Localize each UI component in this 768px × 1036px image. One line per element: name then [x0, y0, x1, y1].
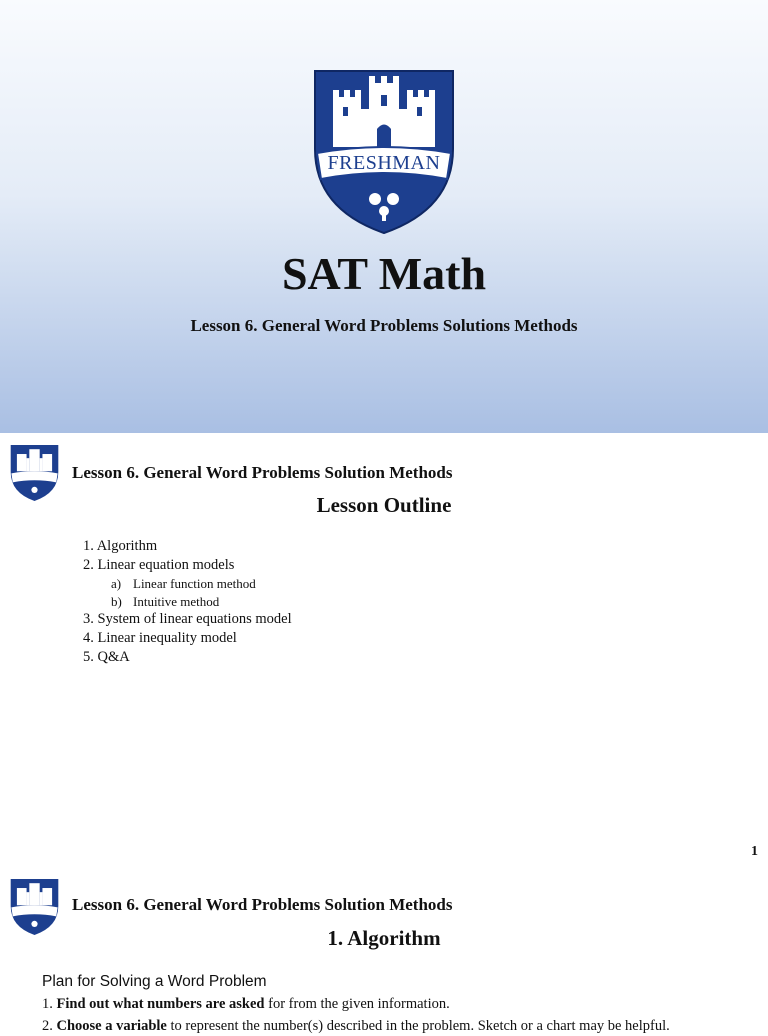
algorithm-slide	[0, 867, 768, 1034]
step-text: for from the given information.	[264, 996, 450, 1012]
step-item	[42, 1017, 670, 1036]
list-item	[83, 593, 292, 611]
list-item	[83, 575, 292, 593]
lesson-header: Lesson 6. General Word Problems Solution Methods	[72, 895, 453, 914]
page-number: 1	[751, 844, 758, 859]
list-marker: b)	[111, 593, 122, 609]
list-item-label: Intuitive method	[133, 593, 220, 609]
list-item: 5. Q&A	[83, 649, 130, 665]
step-text: to represent the number(s) described in the problem. Sketch or a chart may be helpful.	[166, 1018, 670, 1034]
list-marker: a)	[111, 576, 122, 591]
list-item: 2. Linear equation models	[83, 557, 235, 573]
list-item: 4. Linear inequality model	[83, 630, 237, 646]
step-bold-text: Choose a variable	[56, 1018, 167, 1034]
outline-list	[83, 537, 292, 667]
crest-logo-text: FRESHMAN	[327, 152, 441, 174]
page-subtitle: Lesson 6. General Word Problems Solutions Methods	[190, 316, 578, 335]
outline-slide	[0, 433, 768, 867]
plan-heading: Plan for Solving a Word Problem	[42, 973, 267, 990]
title-slide	[0, 0, 768, 433]
list-item-label: Linear function method	[133, 576, 256, 591]
section-title: 1. Algorithm	[327, 926, 441, 950]
step-number: 2.	[42, 1018, 57, 1034]
step-item	[42, 995, 450, 1014]
step-bold-text: Find out what numbers are asked	[56, 996, 265, 1012]
lesson-header: Lesson 6. General Word Problems Solution Methods	[72, 463, 453, 482]
list-item: 1. Algorithm	[83, 538, 158, 554]
section-title: Lesson Outline	[316, 493, 452, 517]
step-number: 1.	[42, 996, 57, 1012]
list-item: 3. System of linear equations model	[83, 611, 292, 627]
page-title: SAT Math	[281, 248, 487, 299]
